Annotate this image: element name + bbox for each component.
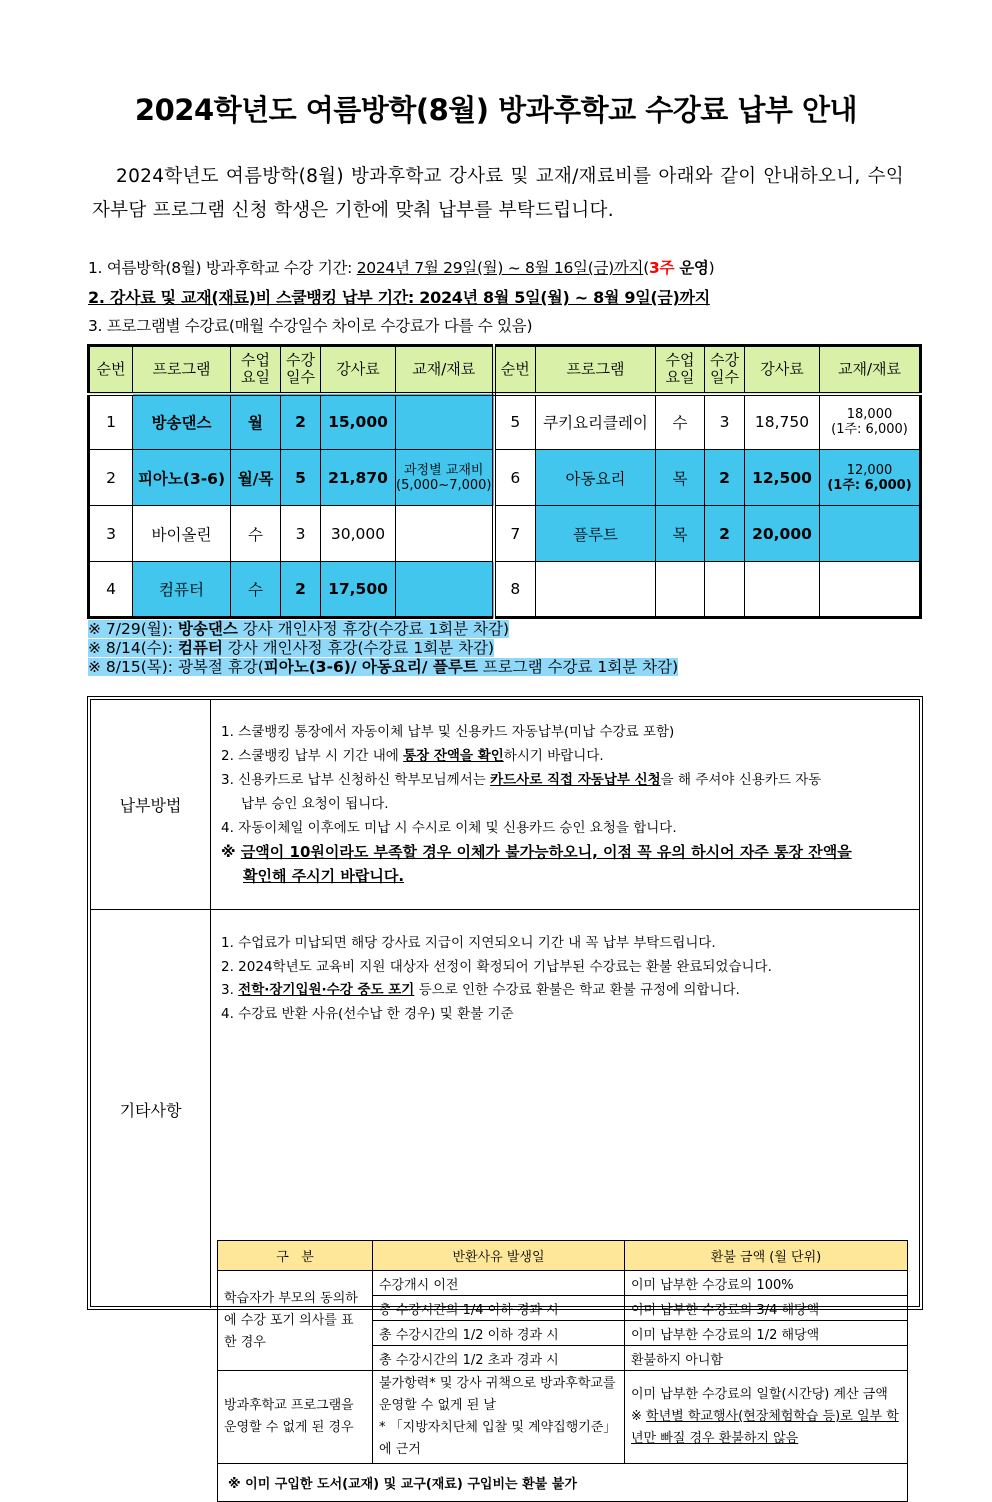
paren: ( <box>643 259 649 277</box>
note-program: 피아노(3-6)/ 아동요리/ 플루트 <box>263 658 478 676</box>
cell-count <box>705 562 745 618</box>
warning-text: 금액이 10원이라도 부족할 경우 이체가 불가능하오니, 이점 꼭 유의 하시어 자주 통장 잔액을 <box>240 843 852 861</box>
cell-fee: 12,500 <box>745 450 820 506</box>
cell-count: 2 <box>281 562 321 618</box>
table-row <box>89 450 921 506</box>
cell-program: 쿠키요리클레이 <box>536 394 656 450</box>
material-l1: 18,000 <box>846 407 893 423</box>
text: 2. 스쿨뱅킹 납부 시 기간 내에 <box>221 748 404 764</box>
material-l1: 12,000 <box>846 462 893 478</box>
emphasis: 통장 잔액을 확인 <box>403 748 504 764</box>
text: 3. 신용카드로 납부 신청하신 학부모님께서는 <box>221 772 491 788</box>
cell-day: 월/목 <box>231 450 281 506</box>
cell-no: 7 <box>494 506 536 562</box>
table-row <box>89 394 921 450</box>
text: 을 해 주셔야 신용카드 자동 <box>660 772 822 788</box>
payment-line <box>221 768 911 792</box>
etc-line: 2. 2024학년도 교육비 지원 대상자 선정이 확정되어 기납부된 수강료는 환불 완료되었습니다. <box>221 958 772 975</box>
course-period: 2024년 7월 29일(월) ~ 8월 16일(금)까지 <box>356 259 644 277</box>
emphasis: 카드사로 직접 자동납부 신청 <box>490 772 661 788</box>
text: * 「지방자치단체 입찰 및 계약집행기준」에 근거 <box>379 1420 617 1457</box>
header-no: 순번 <box>89 346 133 394</box>
header-fee: 강사료 <box>321 346 396 394</box>
etc-line: 1. 수업료가 미납되면 해당 강사료 지급이 지연되오니 기간 내 꼭 납부 부탁드립니다. <box>221 935 716 951</box>
cell-fee: 15,000 <box>321 394 396 450</box>
header-count-l2: 일수 <box>286 368 315 387</box>
refund-when: 수강개시 이전 <box>373 1271 625 1296</box>
material-l2: (1주: 6,000) <box>827 477 912 493</box>
etc-label: 기타사항 <box>91 910 211 1308</box>
cell-day: 수 <box>656 394 705 450</box>
refund-when: 총 수강시간의 1/4 이하 경과 시 <box>373 1296 625 1321</box>
cell-no: 8 <box>494 562 536 618</box>
note-program: 방송댄스 <box>177 620 238 638</box>
closure-notes <box>88 620 678 677</box>
payment-warning <box>221 840 911 864</box>
note-prefix: ※ 7/29(월): <box>88 620 178 638</box>
cell-count: 2 <box>705 506 745 562</box>
header-no: 순번 <box>494 346 536 394</box>
text: 등으로 인한 수강료 환불은 학교 환불 규정에 의합니다. <box>414 982 740 998</box>
refund-table <box>217 1240 908 1502</box>
header-day-l1: 수업 <box>241 351 270 370</box>
note-item <box>88 620 678 639</box>
header-day <box>231 346 281 394</box>
payment-line: 1. 스쿨뱅킹 통장에서 자동이체 납부 및 신용카드 자동납부(미납 수강료 포함) <box>221 724 675 740</box>
cell-program: 방송댄스 <box>133 394 231 450</box>
header-when: 반환사유 발생일 <box>373 1241 625 1271</box>
cell-no: 3 <box>89 506 133 562</box>
paren: ) <box>708 259 715 277</box>
weeks-badge: 3주 <box>648 259 675 277</box>
header-day <box>656 346 705 394</box>
cell-fee <box>745 562 820 618</box>
item-course-period <box>88 254 908 283</box>
refund-when: 총 수강시간의 1/2 초과 경과 시 <box>373 1346 625 1371</box>
note-suffix: 강사 개인사정 휴강(수강료 1회분 차감) <box>237 620 510 638</box>
cell-no: 1 <box>89 394 133 450</box>
header-material: 교재/재료 <box>396 346 494 394</box>
header-program: 프로그램 <box>536 346 656 394</box>
header-program: 프로그램 <box>133 346 231 394</box>
intro-paragraph: 2024학년도 여름방학(8월) 방과후학교 강사료 및 교재/재료비를 아래와 같이 안내하오니, 수익자부담 프로그램 신청 학생은 기한에 맞춰 납부를 부탁드립니다. <box>92 166 904 221</box>
note-suffix: 프로그램 수강료 1회분 차감) <box>477 658 679 676</box>
cell-day <box>656 562 705 618</box>
header-count-l1: 수강 <box>286 351 315 370</box>
cell-program: 플루트 <box>536 506 656 562</box>
material-l2: (5,000~7,000) <box>396 477 492 493</box>
header-count-l2: 일수 <box>710 368 739 387</box>
note-item <box>88 639 678 658</box>
refund-amount <box>625 1371 908 1464</box>
operation-label: 운영 <box>674 259 709 277</box>
cell-material <box>396 394 494 450</box>
cell-day: 수 <box>231 562 281 618</box>
header-count <box>281 346 321 394</box>
cell-program <box>536 562 656 618</box>
payment-warning <box>221 864 911 888</box>
material-l1: 과정별 교재비 <box>404 462 484 478</box>
refund-row <box>218 1271 908 1296</box>
cell-fee: 21,870 <box>321 450 396 506</box>
table-row <box>89 562 921 618</box>
cell-material <box>396 450 494 506</box>
refund-final-row <box>218 1464 908 1502</box>
header-category: 구 분 <box>218 1241 373 1271</box>
header-count-l1: 수강 <box>710 351 739 370</box>
payment-method-content <box>221 720 911 888</box>
note-text: 학년별 학교행사(현장체험학습 등)로 일부 학년만 빠질 경우 환불하지 않음 <box>631 1409 899 1446</box>
refund-amount: 이미 납부한 수강료의 100% <box>625 1271 908 1296</box>
material-l2: (1주: 6,000) <box>831 422 908 438</box>
reference-mark: ※ <box>631 1409 647 1424</box>
header-day-l1: 수업 <box>665 351 695 370</box>
cell-no: 5 <box>494 394 536 450</box>
payment-line: 4. 자동이체일 이후에도 미납 시 수시로 이체 및 신용카드 승인 요청을 합니다. <box>221 820 677 836</box>
cell-count: 2 <box>705 450 745 506</box>
cell-material <box>396 562 494 618</box>
cell-fee: 18,750 <box>745 394 820 450</box>
table-header-row <box>89 346 921 394</box>
refund-final-note: ※ 이미 구입한 도서(교재) 및 교구(재료) 구입비는 환불 불가 <box>218 1464 908 1502</box>
note-prefix: ※ 8/15(목): 광복절 휴강( <box>88 658 264 676</box>
cell-count: 5 <box>281 450 321 506</box>
payment-line: 납부 승인 요청이 됩니다. <box>241 796 389 812</box>
note-item <box>88 658 678 677</box>
refund-category: 학습자가 부모의 동의하에 수강 포기 의사를 표한 경우 <box>218 1271 373 1371</box>
text: 불가항력* 및 강사 귀책으로 방과후학교를 운영할 수 없게 된 날 <box>379 1376 616 1413</box>
cell-count: 3 <box>281 506 321 562</box>
header-amount: 환불 금액 (월 단위) <box>625 1241 908 1271</box>
note-suffix: 강사 개인사정 휴강(수강료 1회분 차감) <box>222 639 495 657</box>
header-fee: 강사료 <box>745 346 820 394</box>
warning-text: 확인해 주시기 바랍니다. <box>243 867 405 885</box>
cell-program: 컴퓨터 <box>133 562 231 618</box>
cell-program: 바이올린 <box>133 506 231 562</box>
reference-mark: ※ <box>221 843 241 861</box>
item-program-fees: 3. 프로그램별 수강료(매월 수강일수 차이로 수강료가 다를 수 있음) <box>88 317 533 335</box>
etc-line: 4. 수강료 반환 사유(선수납 한 경우) 및 환불 기준 <box>221 1005 514 1022</box>
etc-content <box>221 932 911 1026</box>
cell-fee: 17,500 <box>321 562 396 618</box>
cell-material <box>820 562 921 618</box>
note-prefix: ※ 8/14(수): <box>88 639 178 657</box>
info-box <box>87 696 923 1492</box>
text: 3. <box>221 982 239 998</box>
cell-day: 목 <box>656 450 705 506</box>
refund-header-row <box>218 1241 908 1271</box>
cell-program: 피아노(3-6) <box>133 450 231 506</box>
cell-no: 2 <box>89 450 133 506</box>
note-program: 컴퓨터 <box>177 639 223 657</box>
cell-count: 2 <box>281 394 321 450</box>
emphasis: 전학·장기입원·수강 중도 포기 <box>238 982 415 998</box>
header-day-l2: 요일 <box>665 368 695 387</box>
cell-day: 목 <box>656 506 705 562</box>
cell-fee: 30,000 <box>321 506 396 562</box>
text: 이미 납부한 수강료의 일할(시간당) 계산 금액 <box>631 1387 888 1402</box>
etc-line <box>221 979 911 1003</box>
cell-day: 수 <box>231 506 281 562</box>
payment-method-label: 납부방법 <box>91 700 211 909</box>
cell-day: 월 <box>231 394 281 450</box>
refund-category: 방과후학교 프로그램을 운영할 수 없게 된 경우 <box>218 1371 373 1464</box>
cell-material <box>396 506 494 562</box>
cell-no: 4 <box>89 562 133 618</box>
header-count <box>705 346 745 394</box>
payment-method-section <box>91 700 919 910</box>
refund-amount: 이미 납부한 수강료의 1/2 해당액 <box>625 1321 908 1346</box>
program-fee-table <box>87 344 922 619</box>
refund-when: 총 수강시간의 1/2 이하 경과 시 <box>373 1321 625 1346</box>
etc-section <box>91 910 919 1492</box>
refund-row <box>218 1371 908 1464</box>
item-payment-period: 2. 강사료 및 교재(재료)비 스쿨뱅킹 납부 기간: 2024년 8월 5일(월) ~ 8월 9일(금)까지 <box>88 288 710 307</box>
refund-amount: 이미 납부한 수강료의 3/4 해당액 <box>625 1296 908 1321</box>
payment-line <box>221 744 911 768</box>
item-prefix: 1. 여름방학(8월) 방과후학교 수강 기간: <box>88 259 357 277</box>
header-material: 교재/재료 <box>820 346 921 394</box>
page-title: 2024학년도 여름방학(8월) 방과후학교 수강료 납부 안내 <box>134 93 858 127</box>
cell-count: 3 <box>705 394 745 450</box>
cell-material <box>820 394 921 450</box>
cell-no: 6 <box>494 450 536 506</box>
refund-amount: 환불하지 아니함 <box>625 1346 908 1371</box>
table-row <box>89 506 921 562</box>
cell-program: 아동요리 <box>536 450 656 506</box>
refund-when <box>373 1371 625 1464</box>
info-items <box>88 254 908 341</box>
cell-material <box>820 450 921 506</box>
header-day-l2: 요일 <box>241 368 270 387</box>
cell-fee: 20,000 <box>745 506 820 562</box>
text: 하시기 바랍니다. <box>503 748 604 764</box>
cell-material <box>820 506 921 562</box>
